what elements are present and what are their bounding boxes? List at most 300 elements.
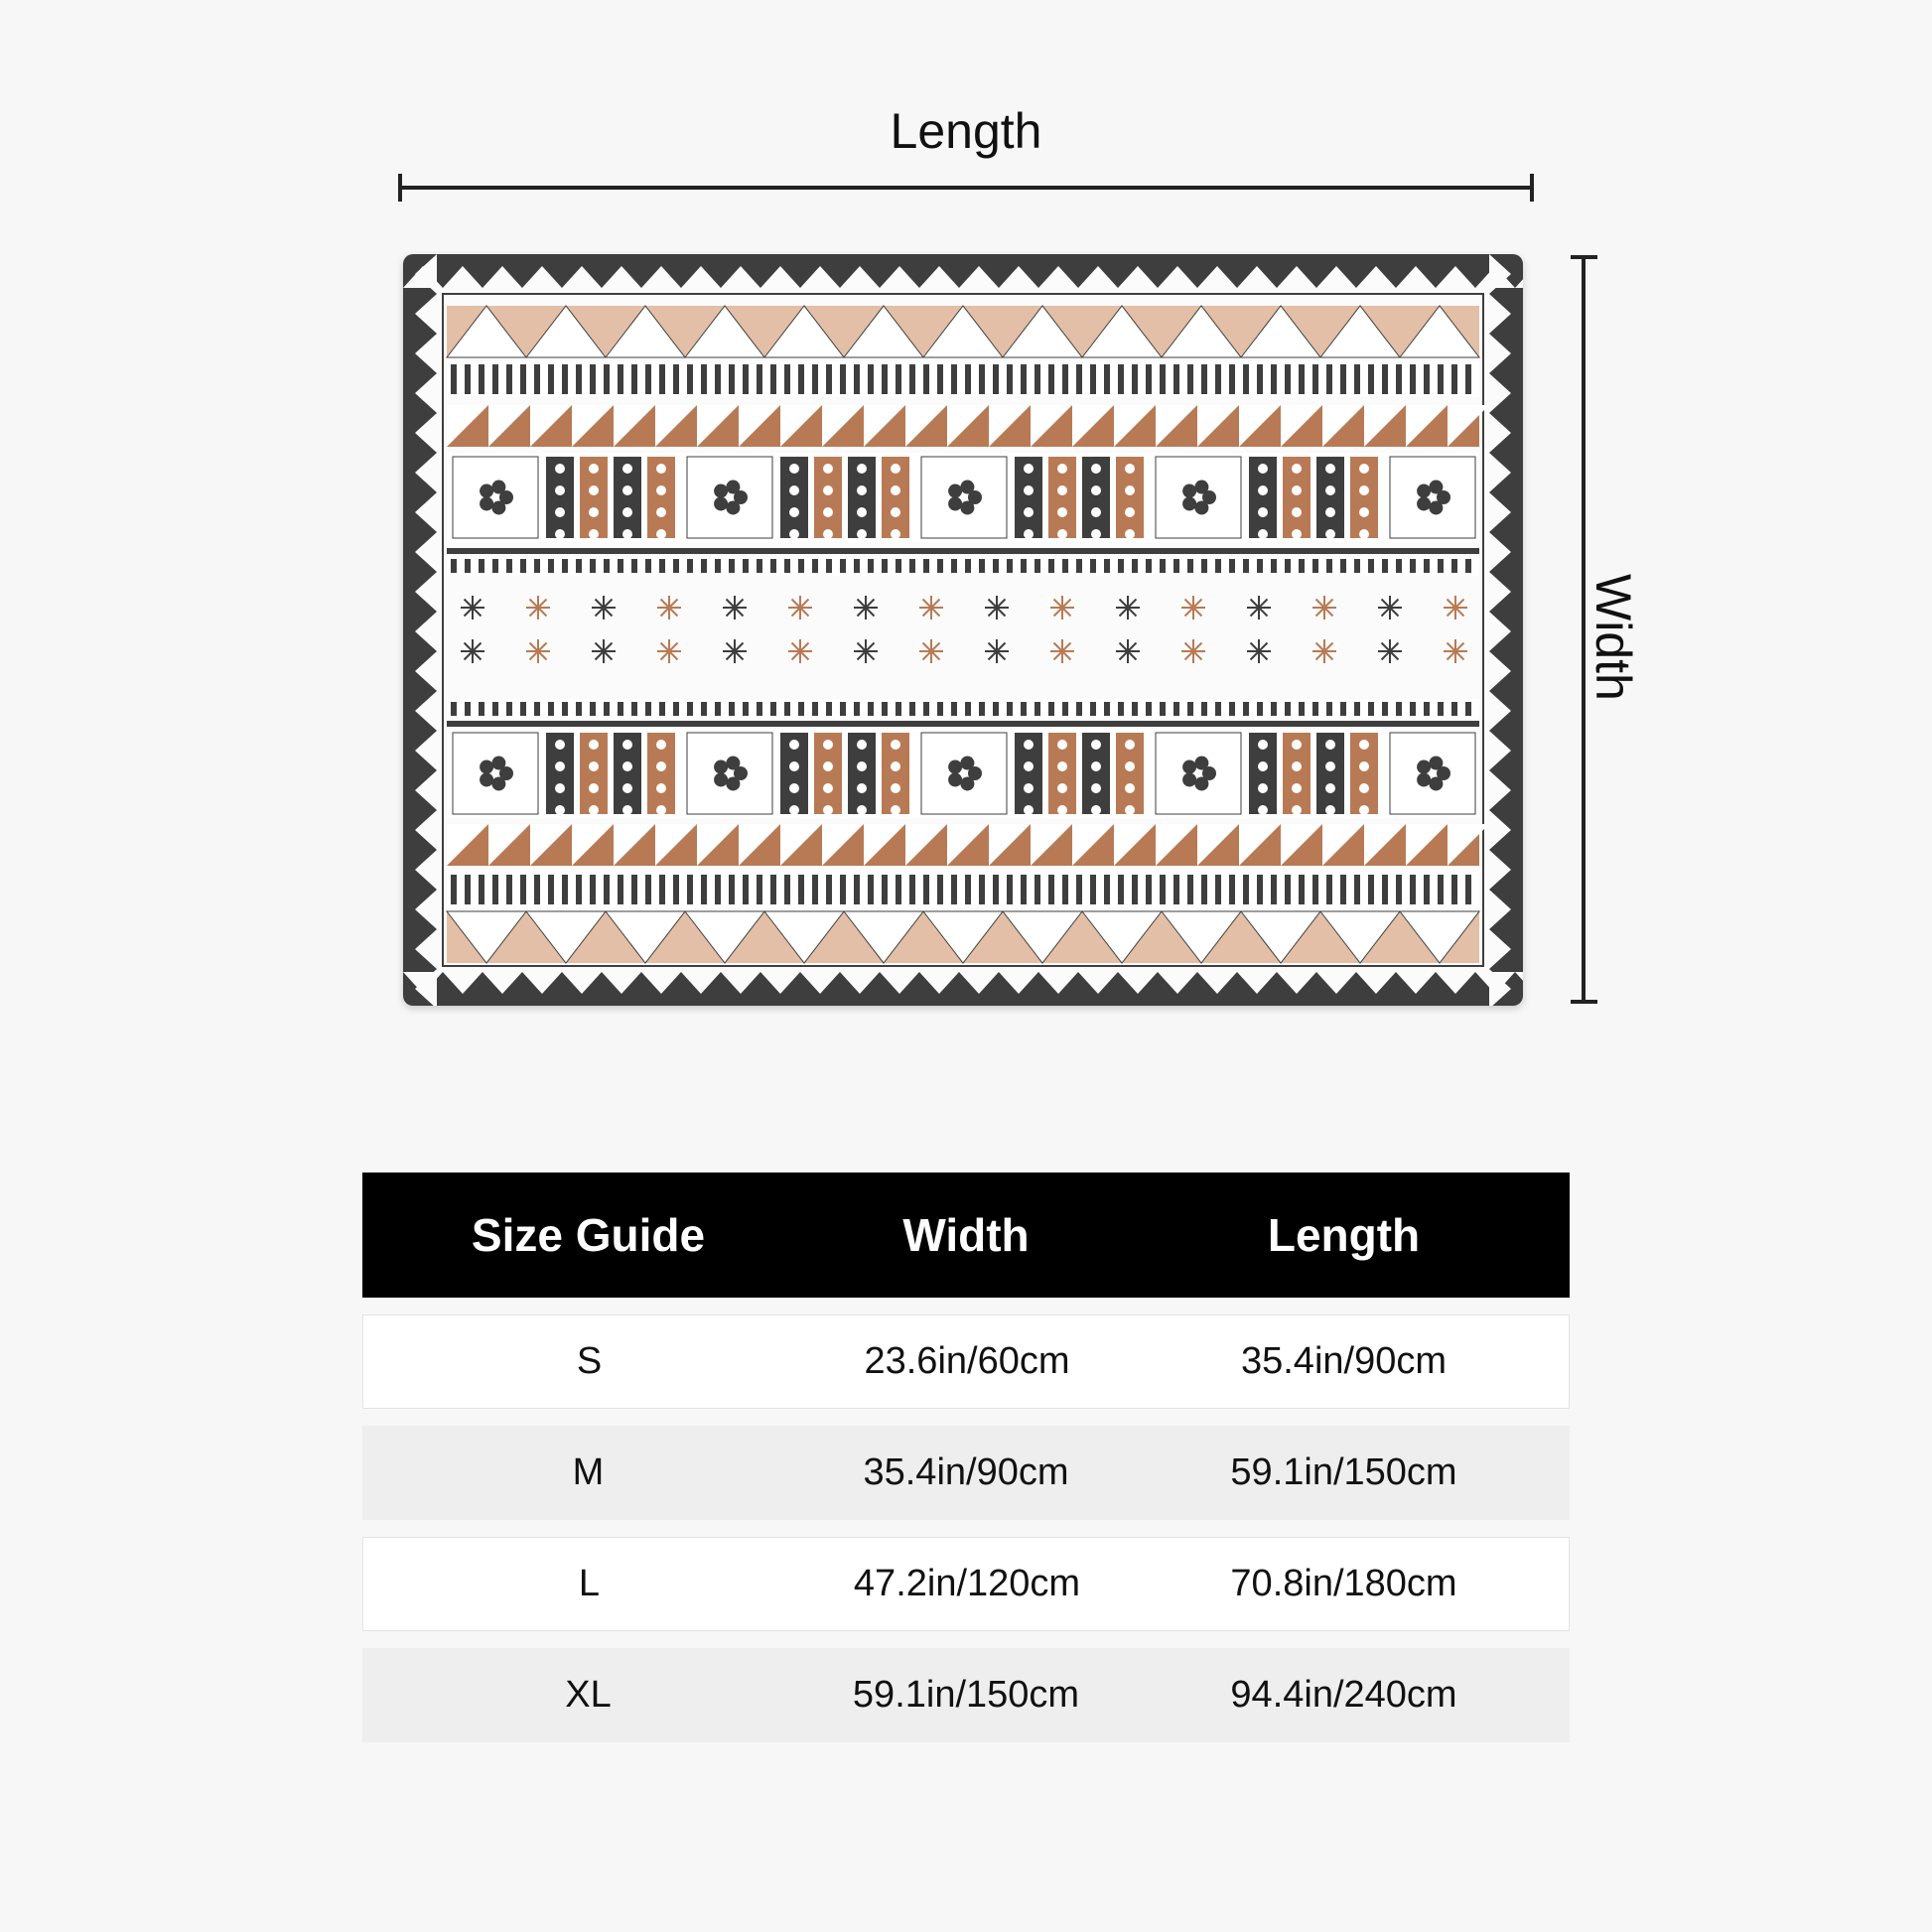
rug-tick: [826, 875, 832, 904]
rug-dot: [823, 805, 833, 815]
rug-tick: [451, 559, 457, 573]
rug-tick: [896, 364, 901, 394]
rug-tick: [784, 875, 790, 904]
rug-tick: [1299, 364, 1305, 394]
rug-tick: [937, 702, 943, 716]
flower-petal-icon: [726, 757, 740, 770]
rug-dot: [789, 507, 799, 517]
flower-center-icon: [1429, 493, 1437, 501]
rug-dot: [1057, 485, 1067, 495]
rug-dot: [1258, 507, 1268, 517]
rug-tick: [882, 364, 888, 394]
rug-tick: [896, 559, 901, 573]
rug-tick: [757, 364, 762, 394]
rug-tick: [1187, 364, 1193, 394]
rug-tick: [1271, 364, 1277, 394]
rug-tick: [1007, 364, 1013, 394]
rug-tick: [798, 702, 804, 716]
rug-dot: [823, 485, 833, 495]
length-dimension-line: [400, 186, 1532, 190]
rug-dot: [1258, 485, 1268, 495]
rug-tick: [826, 364, 832, 394]
rug-tick: [1438, 875, 1444, 904]
rug-tick: [631, 875, 637, 904]
rug-tick: [1285, 364, 1291, 394]
rug-tick: [979, 364, 985, 394]
rug-tick: [1368, 559, 1374, 573]
rug-tick: [1354, 559, 1360, 573]
rug-tick: [1465, 702, 1471, 716]
rug-tick: [520, 364, 526, 394]
rug-tick: [659, 875, 665, 904]
rug-tick: [1035, 875, 1040, 904]
rug-dot: [1125, 507, 1135, 517]
rug-tick: [701, 559, 707, 573]
rug-tick: [465, 364, 471, 394]
flower-petal-icon: [726, 481, 740, 494]
flower-petal-icon: [1182, 484, 1196, 498]
rug-dot: [1258, 464, 1268, 474]
rug-tick: [1354, 875, 1360, 904]
rug-tick: [965, 875, 971, 904]
rug-tick: [854, 875, 860, 904]
rug-dot: [1091, 485, 1101, 495]
rug-dot: [789, 485, 799, 495]
rug-tick: [743, 875, 749, 904]
rug-dot: [1292, 740, 1302, 750]
flower-petal-icon: [714, 772, 728, 786]
rug-tick: [1257, 702, 1263, 716]
rug-tick: [770, 364, 776, 394]
rug-tick: [631, 702, 637, 716]
rug-dot: [891, 783, 900, 793]
rug-dot: [1258, 805, 1268, 815]
rug-dot: [656, 761, 666, 771]
rug-tick: [1229, 364, 1235, 394]
rug-tick: [1201, 364, 1207, 394]
flower-center-icon: [1194, 769, 1202, 777]
rug-tick: [451, 364, 457, 394]
rug-tick: [909, 875, 915, 904]
rug-dot: [789, 464, 799, 474]
rug-tick: [1396, 364, 1402, 394]
flower-petal-icon: [948, 496, 962, 510]
rug-tick: [1007, 559, 1013, 573]
rug-stripe: [447, 361, 1479, 397]
rug-tick: [798, 875, 804, 904]
rug-dot: [823, 464, 833, 474]
rug-tick: [701, 702, 707, 716]
rug-dot: [1125, 805, 1135, 815]
rug-tick: [965, 364, 971, 394]
rug-tick: [618, 559, 623, 573]
rug-dot: [1057, 783, 1067, 793]
rug-tick: [951, 702, 957, 716]
rug-tick: [812, 875, 818, 904]
rug-dot: [1057, 740, 1067, 750]
rug-tick: [1451, 702, 1457, 716]
rug-dot: [823, 529, 833, 539]
rug-dot: [1125, 740, 1135, 750]
rug-tick: [1118, 559, 1124, 573]
rug-tick: [882, 875, 888, 904]
rug-tick: [770, 875, 776, 904]
rug-tick: [534, 364, 540, 394]
rug-dot: [857, 507, 867, 517]
rug-tick: [1160, 559, 1166, 573]
rug-tick: [868, 875, 874, 904]
rug-tick: [548, 702, 554, 716]
rug-tick: [1257, 559, 1263, 573]
rug-tick: [659, 559, 665, 573]
rug-tick: [1173, 559, 1179, 573]
cell-length: 35.4in/90cm: [1240, 1340, 1447, 1382]
rug-tick: [1146, 702, 1152, 716]
rug-dot: [1292, 529, 1302, 539]
rug-tick: [937, 875, 943, 904]
rug-tick: [1396, 559, 1402, 573]
rug-tick: [1090, 364, 1096, 394]
rug-tick: [729, 702, 735, 716]
rug-tick: [951, 559, 957, 573]
rug-tick: [1340, 702, 1346, 716]
rug-dot: [589, 485, 599, 495]
rug-tick: [645, 875, 651, 904]
rug-tick: [1173, 702, 1179, 716]
rug-tick: [687, 702, 693, 716]
rug-tick: [451, 702, 457, 716]
rug-dot: [1359, 464, 1369, 474]
rug-dot: [857, 805, 867, 815]
rug-tick: [882, 702, 888, 716]
rug-tick: [1424, 875, 1430, 904]
rug-tick: [576, 702, 582, 716]
rug-tick: [798, 364, 804, 394]
rug-tick: [1104, 875, 1110, 904]
flower-petal-icon: [480, 484, 493, 498]
rug-tick: [492, 559, 498, 573]
flower-petal-icon: [1194, 500, 1208, 514]
rug-tick: [770, 559, 776, 573]
rug-tick: [1104, 702, 1110, 716]
rug-tick: [743, 702, 749, 716]
cell-size: L: [578, 1563, 601, 1604]
rug-tick: [1368, 702, 1374, 716]
rug-tick: [715, 559, 721, 573]
flower-petal-icon: [714, 760, 728, 774]
flower-petal-icon: [491, 757, 505, 770]
rug-tick: [1048, 364, 1054, 394]
rug-dot: [622, 740, 632, 750]
rug-tick: [1076, 702, 1082, 716]
rug-tick: [1146, 875, 1152, 904]
rug-tick: [896, 875, 901, 904]
rug-tick: [506, 559, 512, 573]
rug-tick: [590, 702, 596, 716]
rug-dot: [555, 805, 565, 815]
rug-tick: [1257, 364, 1263, 394]
rug-dot: [656, 485, 666, 495]
rug-dot: [1292, 464, 1302, 474]
rug-tick: [729, 559, 735, 573]
rug-dot: [1024, 740, 1034, 750]
length-dimension-cap-right: [1530, 174, 1534, 202]
rug-dot: [1359, 805, 1369, 815]
rug-tick: [909, 702, 915, 716]
rug-tick: [1132, 559, 1138, 573]
rug-tick: [1215, 875, 1221, 904]
rug-tick: [909, 559, 915, 573]
rug-tick: [506, 702, 512, 716]
rug-dot: [857, 761, 867, 771]
rug-tick: [645, 702, 651, 716]
flower-center-icon: [1194, 493, 1202, 501]
rug-dot: [1125, 464, 1135, 474]
flower-petal-icon: [480, 496, 493, 510]
rug-tick: [1243, 875, 1249, 904]
rug-dot: [1024, 485, 1034, 495]
rug-tick: [1021, 702, 1027, 716]
rug-tick: [1035, 559, 1040, 573]
rug-tick: [1312, 364, 1318, 394]
rug-tick: [1312, 702, 1318, 716]
rug-tick: [1118, 702, 1124, 716]
flower-petal-icon: [948, 760, 962, 774]
rug-tick: [1160, 364, 1166, 394]
table-row: [362, 1537, 1570, 1631]
header-length: Length: [1267, 1209, 1421, 1261]
rug-tick: [465, 875, 471, 904]
rug-tick: [1090, 875, 1096, 904]
rug-dot: [1091, 761, 1101, 771]
rug-tick: [562, 702, 568, 716]
rug-tick: [534, 875, 540, 904]
rug-tick: [937, 559, 943, 573]
rug-dot: [789, 529, 799, 539]
rug-tick: [1326, 875, 1332, 904]
rug-tick: [492, 364, 498, 394]
rug-tick: [1062, 559, 1068, 573]
rug-tick: [1396, 875, 1402, 904]
rug-tick: [465, 702, 471, 716]
rug-tick: [465, 559, 471, 573]
rug-dot: [1125, 529, 1135, 539]
rug-tick: [618, 702, 623, 716]
rug-tick: [1410, 702, 1416, 716]
rug-tick: [1326, 559, 1332, 573]
table-header: [362, 1173, 1570, 1298]
rug-dot: [1091, 464, 1101, 474]
rug-tick: [492, 875, 498, 904]
rug-tick: [1285, 875, 1291, 904]
rug-tick: [1326, 702, 1332, 716]
rug-tick: [451, 875, 457, 904]
cell-width: 47.2in/120cm: [853, 1563, 1081, 1604]
rug-dot: [789, 783, 799, 793]
rug-dot: [823, 761, 833, 771]
rug-tick: [576, 875, 582, 904]
rug-tick: [520, 875, 526, 904]
rug-tick: [951, 364, 957, 394]
rug-tick: [1048, 559, 1054, 573]
rug-dot: [1325, 805, 1335, 815]
rug-dot: [555, 464, 565, 474]
rug-dot: [1325, 761, 1335, 771]
rug-tick: [729, 875, 735, 904]
rug-tick: [896, 702, 901, 716]
rug-tick: [1410, 559, 1416, 573]
rug-tick: [631, 364, 637, 394]
rug-dot: [1057, 464, 1067, 474]
flower-petal-icon: [726, 500, 740, 514]
flower-petal-icon: [1417, 772, 1431, 786]
rug-tick: [1382, 559, 1388, 573]
rug-tick: [1438, 364, 1444, 394]
rug-tick: [604, 364, 610, 394]
rug-tick: [659, 364, 665, 394]
rug-dot: [555, 761, 565, 771]
rug-tick: [1340, 875, 1346, 904]
rug-tick: [840, 702, 846, 716]
rug-tick: [882, 559, 888, 573]
rug-tick: [1243, 559, 1249, 573]
rug-dot: [589, 761, 599, 771]
rug-tick: [701, 875, 707, 904]
rug-tick: [1368, 875, 1374, 904]
cell-width: 23.6in/60cm: [864, 1340, 1070, 1382]
rug-tick: [1062, 364, 1068, 394]
rug-tick: [659, 702, 665, 716]
rug-tick: [506, 364, 512, 394]
rug-dot: [1024, 529, 1034, 539]
rug-tick: [1021, 559, 1027, 573]
rug-dot: [891, 805, 900, 815]
flower-center-icon: [491, 769, 499, 777]
rug-tick: [687, 364, 693, 394]
flower-petal-icon: [1182, 760, 1196, 774]
rug-tick: [1257, 875, 1263, 904]
rug-dot: [1057, 761, 1067, 771]
rug-tick: [1132, 702, 1138, 716]
rug-tick: [1215, 559, 1221, 573]
rug-dot: [622, 485, 632, 495]
rug-tick: [826, 559, 832, 573]
rug-tick: [479, 364, 484, 394]
table-row: [362, 1314, 1570, 1409]
rug-tick: [548, 559, 554, 573]
rug-tick: [1243, 702, 1249, 716]
flower-petal-icon: [1417, 496, 1431, 510]
rug-dot: [1057, 507, 1067, 517]
rug-tick: [479, 702, 484, 716]
rug-tick: [1021, 875, 1027, 904]
rug-tick: [479, 875, 484, 904]
rug-dot: [1091, 507, 1101, 517]
rug-tick: [1465, 875, 1471, 904]
rug-tick: [1201, 875, 1207, 904]
rug-stripe: [447, 872, 1479, 907]
flower-center-icon: [491, 493, 499, 501]
rug-tick: [590, 364, 596, 394]
rug-tick: [923, 559, 929, 573]
rug-tick: [826, 702, 832, 716]
flower-petal-icon: [960, 757, 974, 770]
rug-tick: [757, 875, 762, 904]
rug-tick: [1021, 364, 1027, 394]
rug-stripe: [447, 721, 1479, 727]
cell-size: S: [576, 1340, 603, 1382]
rug-dot: [622, 783, 632, 793]
rug-tick: [784, 559, 790, 573]
rug-tick: [965, 559, 971, 573]
rug-dot: [891, 464, 900, 474]
rug-dot: [1091, 529, 1101, 539]
cell-length: 70.8in/180cm: [1230, 1563, 1457, 1604]
rug-tick: [673, 875, 679, 904]
rug-tick: [784, 702, 790, 716]
length-dimension-cap-left: [398, 174, 402, 202]
rug-dot: [555, 485, 565, 495]
rug-tick: [868, 364, 874, 394]
rug-tick: [1354, 702, 1360, 716]
rug-tick: [534, 702, 540, 716]
rug-tick: [1438, 702, 1444, 716]
rug-tick: [854, 702, 860, 716]
rug-tick: [1160, 875, 1166, 904]
rug-dot: [1292, 485, 1302, 495]
rug-stripe: [447, 556, 1479, 576]
rug-dot: [891, 761, 900, 771]
rug-tick: [979, 702, 985, 716]
rug-dot: [656, 783, 666, 793]
rug-tick: [1299, 559, 1305, 573]
rug-dot: [622, 805, 632, 815]
rug-tick: [631, 559, 637, 573]
rug-dot: [1359, 783, 1369, 793]
rug-tick: [965, 702, 971, 716]
rug-tick: [937, 364, 943, 394]
rug-tick: [1382, 702, 1388, 716]
rug-dot: [857, 485, 867, 495]
rug-tick: [1410, 875, 1416, 904]
rug-dot: [1325, 783, 1335, 793]
rug-dot: [1325, 740, 1335, 750]
flower-petal-icon: [491, 500, 505, 514]
rug-dot: [1359, 740, 1369, 750]
rug-dot: [789, 805, 799, 815]
flower-petal-icon: [1194, 776, 1208, 790]
rug-tick: [520, 559, 526, 573]
rug-tick: [1340, 364, 1346, 394]
rug-dot: [1359, 529, 1369, 539]
rug-tick: [1007, 702, 1013, 716]
rug-dot: [1292, 783, 1302, 793]
flower-center-icon: [726, 493, 734, 501]
size-guide-table: [362, 1173, 1570, 1742]
rug-tick: [1160, 702, 1166, 716]
width-label: Width: [1586, 574, 1641, 701]
rug-tick: [951, 875, 957, 904]
rug-dot: [1057, 529, 1067, 539]
rug-tick: [548, 875, 554, 904]
rug-tick: [812, 364, 818, 394]
rug-tick: [1187, 559, 1193, 573]
flower-petal-icon: [1429, 500, 1443, 514]
rug-tick: [1396, 702, 1402, 716]
rug-tick: [562, 875, 568, 904]
rug-dot: [555, 529, 565, 539]
rug-dot: [789, 740, 799, 750]
